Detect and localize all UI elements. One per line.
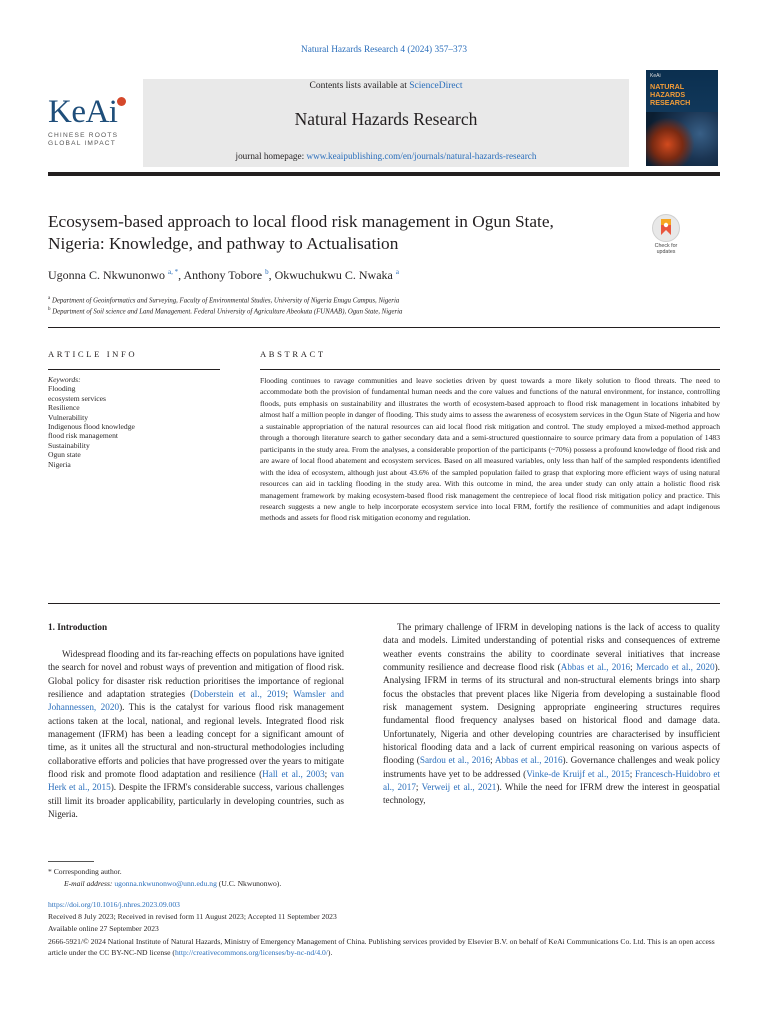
body-text: Widespread flooding and its far-reaching effects on populations have ignited the search for novel and robust ways of prevention and mitigation of flood risk. Global policy for disaster risk reduction prioritises the importance of regional resilience and adaptation strategies ( — [48, 649, 344, 699]
keyword-item: ecosystem services — [48, 393, 106, 403]
journal-reference[interactable] — [0, 45, 768, 55]
journal-name: Natural Hazards Research — [294, 109, 478, 129]
available-online-date: Available online 27 September 2023 — [48, 924, 159, 933]
keai-logo — [48, 96, 138, 148]
affiliation-text: Department of Soil science and Land Management. Federal University of Agriculture Abeokuta (FUNAAB), Ogun State, Nigeria — [52, 308, 403, 316]
affiliation-text: Department of Geoinformatics and Surveying, Faculty of Environmental Studies, University of Nigeria Enugu Campus, Nigeria — [51, 297, 400, 305]
body-text: ). This is the catalyst for various flood risk management actions taken at the local, national, and regional levels. Integrated flood risk management (IFRM) has been a leading concept for a significant amount of time, as it unites all the structural and non-structural methodologies including collaborative efforts and policies that have progressed over the years to mitigate flood risk and promote flood adaptation and resilience ( — [48, 702, 344, 779]
email-suffix: (U.C. Nkwunonwo). — [216, 879, 282, 888]
body-text: ; — [629, 768, 636, 779]
cover-artwork — [646, 112, 718, 166]
article-title — [48, 211, 608, 255]
body-column-left — [48, 648, 344, 821]
keyword-item: Resilience — [48, 403, 80, 413]
body-paragraph — [383, 621, 720, 808]
citation-link[interactable]: Verweij et al., 2021 — [421, 781, 497, 792]
affiliation — [48, 296, 399, 304]
check-for-updates-button[interactable] — [646, 214, 686, 255]
received-dates: Received 8 July 2023; Received in revised form 11 August 2023; Accepted 11 September 2023 — [48, 912, 337, 921]
cover-publisher: KeAi — [650, 73, 661, 79]
doi-link[interactable]: https://doi.org/10.1016/j.nhres.2023.09.003 — [48, 900, 180, 909]
abstract-heading: ABSTRACT — [260, 349, 326, 359]
crossmark-label-1: Check for — [654, 243, 678, 249]
article-info-heading: ARTICLE INFO — [48, 349, 138, 359]
citation-link[interactable]: Doberstein et al., 2019 — [193, 688, 286, 699]
body-text: ). Despite the IFRM's considerable success, various challenges still limit its broader applicability, particularly in developing countries, such as Nigeria. — [48, 782, 344, 819]
affiliation-divider — [48, 327, 720, 328]
article-info-rule — [48, 369, 220, 370]
affiliation-marker: b — [48, 307, 51, 312]
article-title-line-1: Ecosysem-based approach to local flood risk management in Ogun State, — [48, 212, 554, 231]
footnote-rule — [48, 861, 94, 862]
corresponding-author-note — [48, 866, 122, 877]
citation-link[interactable]: van Herk et al., 2015 — [48, 768, 344, 793]
affiliation — [48, 307, 402, 315]
cover-title-line-3: RESEARCH — [650, 98, 691, 107]
author-separator: , — [268, 268, 275, 282]
citation-link[interactable]: Mercado et al., 2020 — [635, 661, 715, 672]
copyright-text: 2666-5921/© 2024 National Institute of Natural Hazards, Ministry of Emergency Management of China. Publishing services provided by Elsevier B.V. on behalf of KeAi Communications Co. Ltd. This is an open access article under the CC BY-NC-ND license ( — [48, 937, 715, 957]
keyword-item: Vulnerability — [48, 412, 89, 422]
license-link[interactable]: http://creativecommons.org/licenses/by-nc-nd/4.0/ — [174, 948, 328, 957]
author-affiliation-marker[interactable]: b — [265, 268, 269, 276]
author-name[interactable]: Okwuchukwu C. Nwaka — [274, 268, 393, 282]
contents-line — [143, 81, 629, 91]
email-label: E-mail address: — [64, 879, 113, 888]
logo-tagline-1: CHINESE ROOTS — [48, 132, 119, 139]
body-text: ; — [415, 781, 422, 792]
keyword-item: Nigeria — [48, 459, 71, 469]
cover-title-line-1: NATURAL — [650, 82, 685, 91]
body-text: ). While the need for IFRM drew the interest in geospatial technology, — [383, 781, 720, 806]
author-affiliation-marker[interactable]: a, * — [168, 268, 179, 276]
crossmark-icon — [652, 214, 680, 242]
author-affiliation-marker[interactable]: a — [395, 268, 399, 276]
body-paragraph — [48, 648, 344, 821]
logo-wordmark — [48, 96, 138, 129]
keyword-item: Sustainability — [48, 440, 90, 450]
keywords-block — [48, 375, 135, 469]
article-title-line-2: Nigeria: Knowledge, and pathway to Actualisation — [48, 234, 399, 253]
abstract-rule — [260, 369, 720, 370]
body-text: ). Analysing IFRM in terms of its structural and non-structural elements brings into sharp focus the obstacles that prevent places like Nigeria from developing a sustainable flood risk management system. Designing appropriate engineering structures requires fundamental flood frequency analyses based on historical flood and damage data. Unfortunately, Nigeria and other developing countries are characterised by insufficient historical flooding data and a lack of current empirical reasoning on various aspects of flooding ( — [383, 661, 720, 766]
citation-link[interactable]: Vinke-de Kruijf et al., 2015 — [526, 768, 630, 779]
crossmark-label-2: updates — [656, 249, 676, 255]
contents-prefix: Contents lists available at — [309, 81, 410, 91]
keyword-item: Flooding — [48, 384, 76, 394]
body-text: ). Governance challenges and weak policy instruments have yet to be addressed ( — [383, 755, 720, 779]
journal-homepage-link[interactable]: www.keaipublishing.com/en/journals/natural-hazards-research — [306, 151, 537, 161]
journal-homepage-line — [143, 151, 629, 161]
abstract-text: Flooding continues to ravage communities and leave societies driven by quest towards a more likely solution to flood threats. The need to accommodate both the provision of fundamental human needs and the core values and functions of the natural environment, for instance, controlling floods, puts emphasis on sustainability and illustrates the worth of ecosystem-based approach to flood risk management in locations inhabited by almost half a million people in danger of flooding. This study aims to assess the awareness of ecosystem services in the Ogun State of Nigeria and how a sustainable appropriation of the natural resources can aid local flood risk mitigation and control. The study employed a mixed-method approach through a thorough literature search to gather secondary data and a semi-structured questionnaire to source primary data from a population of 1483 participants in the study area. From the analyses, a considerable proportion of the participants (~70%) possess a profound knowledge of flood risk and are aware of local flood abatement and ecosystem services. Based on all measured variables, only less than half of the sampled respondents identified with the idea of ecosystem, although just about 43.6% of the sampled population failed to grasp that exploring more efficient ways of using natural resources can aid in tackling flooding in the study area. With this outcome in mind, the area under study can only attain a holistic flood risk management framework by making ecosystem-based flood risk management the centrepiece of local flood risk mitigation policy and practice. This research suggests a new angle to help incorporate ecosystem service into local FRM, fortify the resilience of communities and adapt indigenous methods and assets for flood risk mitigation economy and regulation. — [260, 376, 720, 523]
body-text: ; — [490, 755, 495, 766]
bookmark-icon — [659, 219, 673, 235]
body-text: ; — [630, 661, 636, 672]
abstract-bottom-divider — [48, 603, 720, 604]
author-name[interactable]: Ugonna C. Nkwunonwo — [48, 268, 165, 282]
journal-cover-image[interactable] — [646, 70, 718, 166]
citation-link[interactable]: Hall et al., 2003 — [262, 768, 325, 779]
header-divider — [48, 172, 720, 176]
citation-link[interactable]: Abbas et al., 2016 — [560, 661, 631, 672]
body-text: ; — [285, 688, 294, 699]
citation-link[interactable]: Francesch-Huidobro et al., 2017 — [383, 768, 720, 792]
cover-title — [650, 83, 690, 107]
logo-tagline-2: GLOBAL IMPACT — [48, 140, 116, 147]
corresponding-author-text: Corresponding author. — [53, 867, 122, 876]
keyword-item: flood risk management — [48, 431, 119, 441]
body-text: ; — [324, 768, 331, 779]
affiliation-marker: a — [48, 296, 51, 301]
copyright-end: ). — [327, 948, 333, 957]
homepage-prefix: journal homepage: — [235, 151, 307, 161]
author-list — [48, 268, 399, 283]
body-column-right — [383, 621, 720, 808]
logo-word-text: KeAi — [48, 94, 118, 130]
citation-link[interactable]: Wamsler and Johannessen, 2020 — [48, 688, 345, 713]
keywords-label: Keywords: — [48, 375, 81, 384]
author-separator: , — [178, 268, 184, 282]
footnote-marker: * — [48, 867, 52, 876]
keyword-item: Ogun state — [48, 450, 81, 460]
keyword-item: Indigenous flood knowledge — [48, 422, 135, 432]
logo-dot-icon — [117, 97, 126, 106]
body-text: The primary challenge of IFRM in developing nations is the lack of access to quality data and models. Limited understanding of potential risks and consequences of extreme weather events constrains the ability to coordinate several initiatives that increase community resilience and decrease flood risk ( — [383, 622, 720, 672]
copyright-notice — [48, 936, 720, 958]
email-line — [64, 878, 281, 889]
section-title-introduction: 1. Introduction — [48, 622, 108, 632]
cover-title-line-2: HAZARDS — [650, 90, 686, 99]
sciencedirect-link[interactable]: ScienceDirect — [409, 81, 463, 91]
author-name[interactable]: Anthony Tobore — [183, 268, 263, 282]
citation-link[interactable]: Abbas et al., 2016 — [494, 755, 563, 766]
doi-line — [48, 899, 720, 910]
citation-link[interactable]: Sardou et al., 2016 — [419, 755, 491, 766]
email-link[interactable]: ugonna.nkwunonwo@unn.edu.ng — [114, 879, 217, 888]
journal-reference-link[interactable]: Natural Hazards Research 4 (2024) 357–373 — [301, 45, 467, 55]
